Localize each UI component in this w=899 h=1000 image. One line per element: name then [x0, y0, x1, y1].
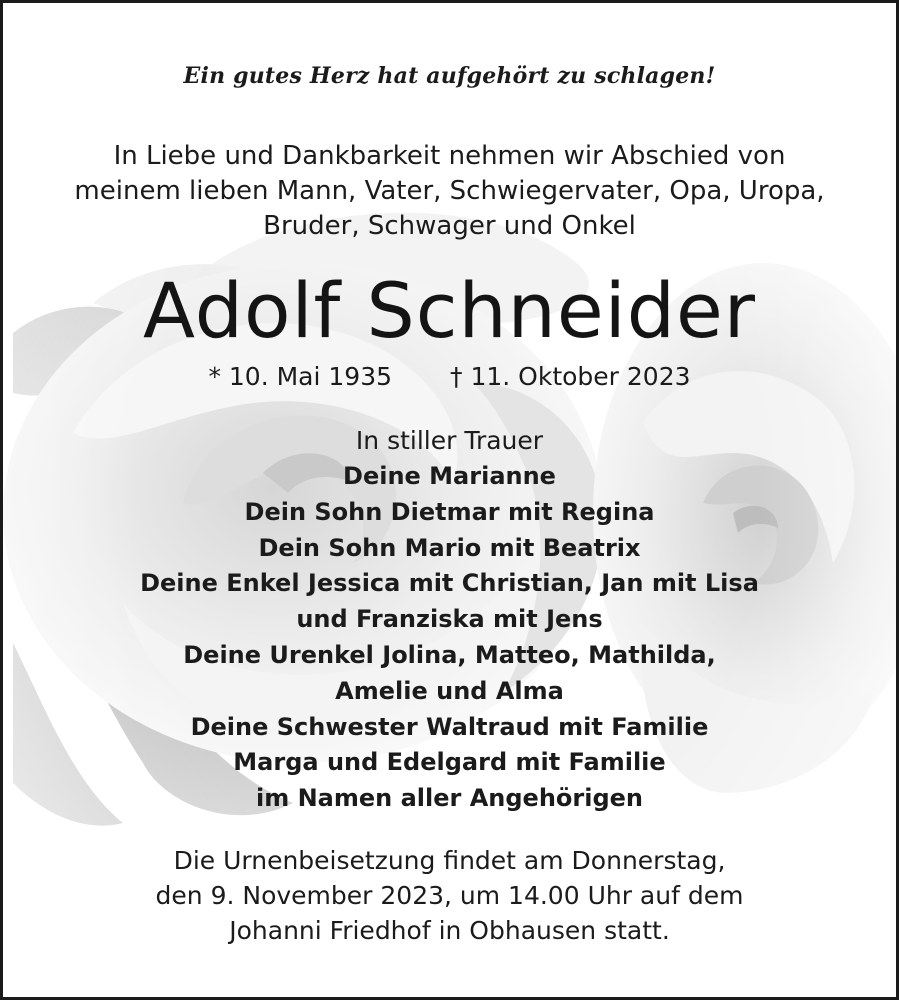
mourning-intro: In stiller Trauer	[355, 426, 544, 455]
birth-date: * 10. Mai 1935	[208, 362, 393, 391]
mourner-line: im Namen aller Angehörigen	[255, 784, 643, 813]
mourner-line: und Franziska mit Jens	[296, 605, 603, 634]
funeral-line: den 9. November 2023, um 14.00 Uhr auf dem	[155, 881, 744, 910]
mourner-line: Deine Urenkel Jolina, Matteo, Mathilda,	[183, 640, 716, 669]
intro-text	[3, 139, 896, 244]
funeral-line: Johanni Friedhof in Obhausen statt.	[229, 916, 670, 945]
intro-line: In Liebe und Dankbarkeit nehmen wir Abschied von	[113, 141, 786, 171]
intro-line: meinem lieben Mann, Vater, Schwiegervater, Opa, Uropa,	[74, 176, 825, 206]
intro-line: Bruder, Schwager und Onkel	[263, 211, 636, 241]
deceased-name: Adolf Schneider	[143, 266, 756, 355]
mourners-list	[3, 459, 896, 817]
death-date: † 11. Oktober 2023	[450, 362, 691, 391]
mourner-line: Dein Sohn Mario mit Beatrix	[258, 533, 641, 562]
mourner-line: Amelie und Alma	[335, 676, 564, 705]
funeral-line: Die Urnenbeisetzung findet am Donnerstag,	[173, 846, 726, 875]
notice-content	[3, 3, 896, 997]
mourner-line: Deine Enkel Jessica mit Christian, Jan mit Lisa	[140, 569, 759, 598]
mourner-line: Marga und Edelgard mit Familie	[233, 748, 666, 777]
life-dates	[3, 359, 896, 395]
funeral-info	[3, 843, 896, 948]
mourner-line: Dein Sohn Dietmar mit Regina	[244, 497, 655, 526]
mourner-line: Deine Marianne	[343, 462, 556, 490]
mourner-line: Deine Schwester Waltraud mit Familie	[190, 712, 709, 741]
motto-line: Ein gutes Herz hat aufgehört zu schlagen!	[183, 63, 716, 89]
